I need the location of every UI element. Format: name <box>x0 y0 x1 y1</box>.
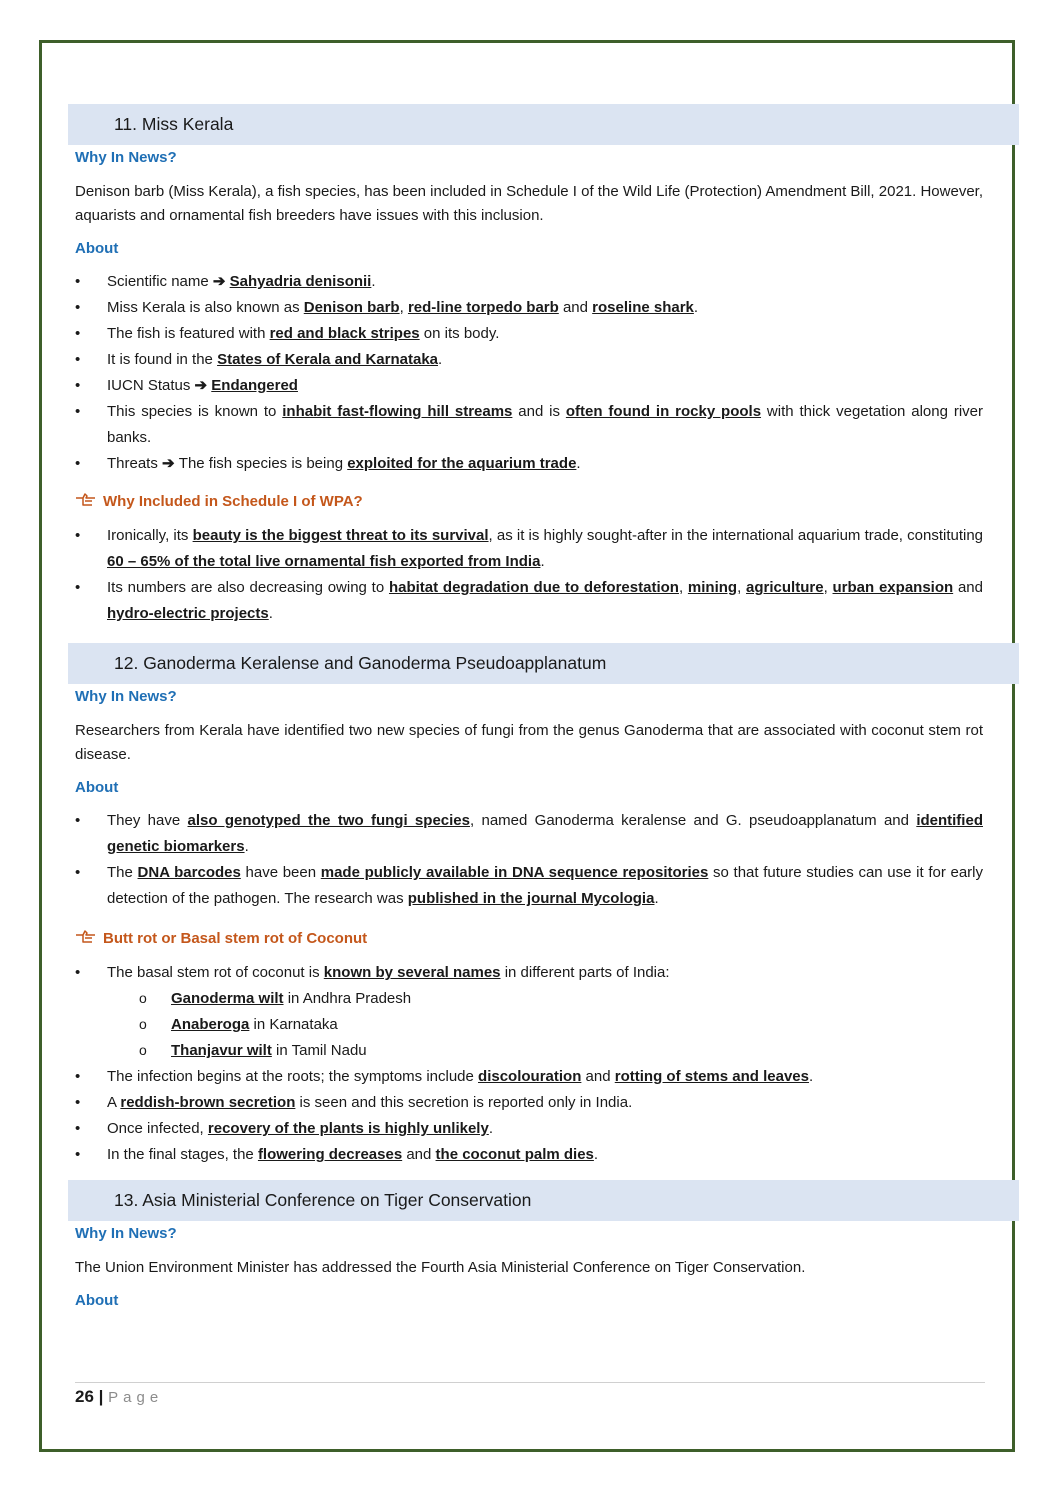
list-item: • They have also genotyped the two fungi species, named Ganoderma keralense and G. pseudoapplanatum and identified genetic biomarkers. <box>75 808 983 860</box>
arrow-icon: ➔ <box>212 273 230 290</box>
list-item: • This species is known to inhabit fast-flowing hill streams and is often found in rocky pools with thick vegetation along river banks. <box>75 399 983 451</box>
arrow-icon: ➔ <box>162 455 179 472</box>
why-included-list <box>75 523 983 627</box>
section-heading-tiger-conference <box>68 1180 1019 1221</box>
list-item: • IUCN Status ➔ Endangered <box>75 373 983 399</box>
list-item: • Miss Kerala is also known as Denison barb, red-line torpedo barb and roseline shark. <box>75 295 983 321</box>
names-sublist <box>75 986 983 1064</box>
why-in-news-label: Why In News? <box>75 149 177 166</box>
why-in-news-text: Researchers from Kerala have identified two new species of fungi from the genus Ganoderma that are associated with coconut stem rot disease. <box>75 722 983 763</box>
page-content <box>75 104 983 1309</box>
list-item: • Threats ➔ The fish species is being exploited for the aquarium trade. <box>75 451 983 477</box>
arrow-icon: ➔ <box>194 377 212 394</box>
about-label: About <box>75 779 119 796</box>
section-heading-miss-kerala <box>68 104 1019 145</box>
section-title: 13. Asia Ministerial Conference on Tiger Conservation <box>114 1190 532 1210</box>
why-in-news-label: Why In News? <box>75 688 177 705</box>
page-number: 26 <box>75 1387 94 1406</box>
about-list <box>75 269 983 477</box>
list-item: • Its numbers are also decreasing owing to habitat degradation due to deforestation, mining, agriculture, urban expansion and hydro-electric projects. <box>75 575 983 627</box>
section-heading-ganoderma <box>68 643 1019 684</box>
list-item: • Ironically, its beauty is the biggest threat to its survival, as it is highly sought-after in the international aquarium trade, constituting 60 – 65% of the total live ornamental fish exported from India. <box>75 523 983 575</box>
list-item: • Scientific name ➔ Sahyadria denisonii. <box>75 269 983 295</box>
about-list <box>75 808 983 912</box>
pointing-hand-icon <box>75 491 97 511</box>
list-item: • The DNA barcodes have been made publicly available in DNA sequence repositories so that future studies can use it for early detection of the pathogen. The research was published in the journal Mycologia. <box>75 860 983 912</box>
list-item: • A reddish-brown secretion is seen and this secretion is reported only in India. <box>75 1090 983 1116</box>
butt-rot-list-cont <box>75 1064 983 1168</box>
page-footer <box>75 1382 985 1407</box>
why-in-news-label: Why In News? <box>75 1225 177 1242</box>
butt-rot-list <box>75 960 983 986</box>
footer-separator: | <box>93 1387 109 1406</box>
list-item: • Once infected, recovery of the plants is highly unlikely. <box>75 1116 983 1142</box>
pointing-hand-icon <box>75 928 97 948</box>
page-label: Page <box>108 1389 164 1406</box>
list-item: • The infection begins at the roots; the symptoms include discolouration and rotting of stems and leaves. <box>75 1064 983 1090</box>
list-item: • In the final stages, the flowering decreases and the coconut palm dies. <box>75 1142 983 1168</box>
butt-rot-label: Butt rot or Basal stem rot of Coconut <box>103 929 368 947</box>
why-in-news-text: Denison barb (Miss Kerala), a fish species, has been included in Schedule I of the Wild Life (Protection) Amendment Bill, 2021. However, aquarists and ornamental fish breeders have issues with this inclusion. <box>75 183 983 224</box>
why-in-news-text: The Union Environment Minister has addressed the Fourth Asia Ministerial Conference on Tiger Conservation. <box>75 1259 806 1276</box>
why-included-heading <box>75 491 983 511</box>
section-title: 12. Ganoderma Keralense and Ganoderma Pseudoapplanatum <box>114 653 607 673</box>
sublist-item: o Thanjavur wilt in Tamil Nadu <box>75 1038 983 1064</box>
sublist-item: o Ganoderma wilt in Andhra Pradesh <box>75 986 983 1012</box>
section-title: 11. Miss Kerala <box>114 114 234 134</box>
list-item: • The basal stem rot of coconut is known by several names in different parts of India: <box>75 960 983 986</box>
why-included-label: Why Included in Schedule I of WPA? <box>103 492 363 510</box>
sublist-item: o Anaberoga in Karnataka <box>75 1012 983 1038</box>
list-item: • The fish is featured with red and black stripes on its body. <box>75 321 983 347</box>
list-item: • It is found in the States of Kerala and Karnataka. <box>75 347 983 373</box>
about-label: About <box>75 1292 119 1309</box>
butt-rot-heading <box>75 928 983 948</box>
about-label: About <box>75 240 119 257</box>
